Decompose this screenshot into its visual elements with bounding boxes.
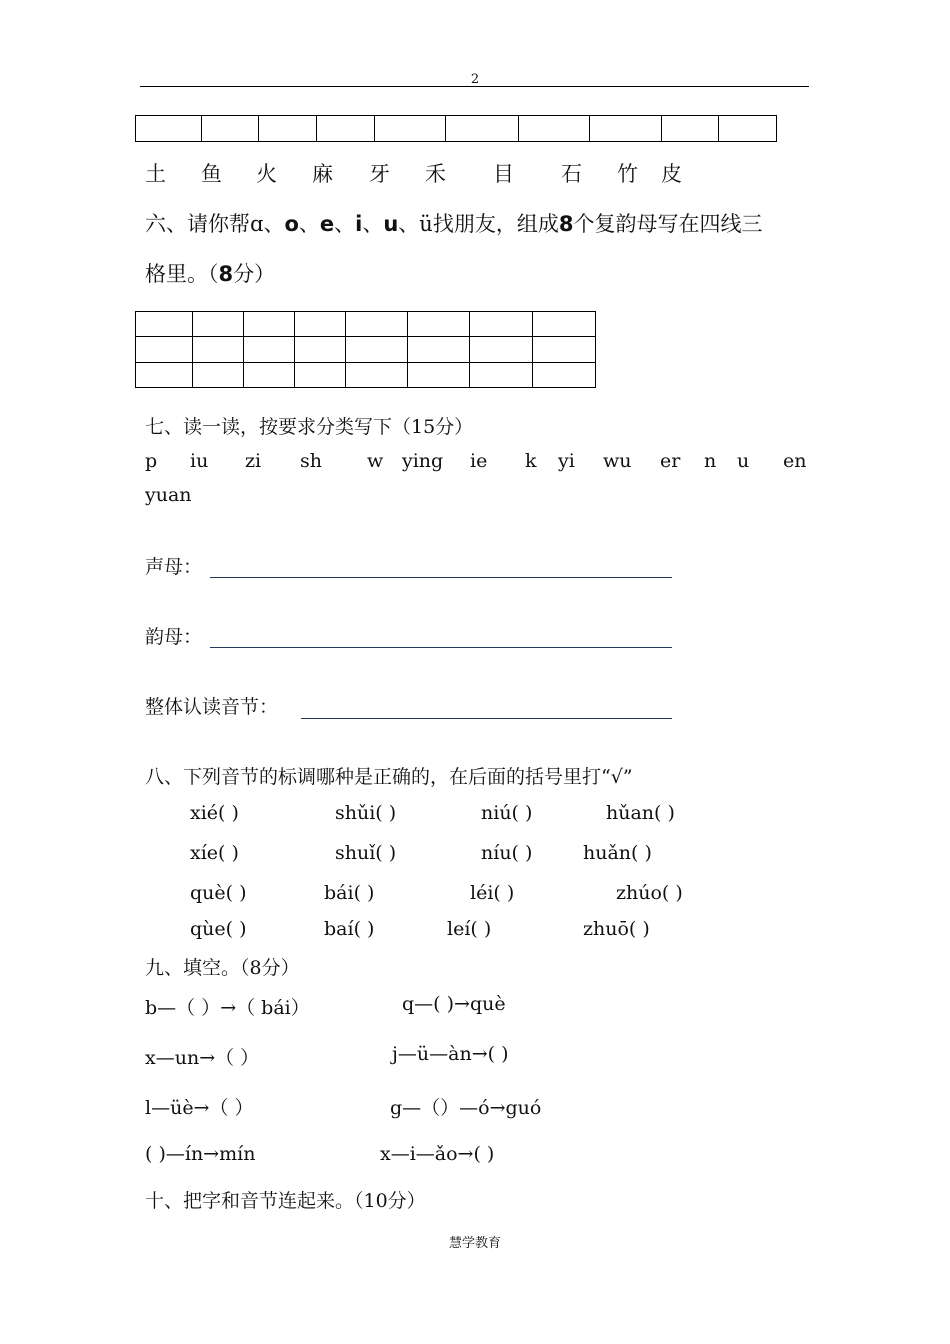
fill-item[interactable]: j—ü—àn→( ) (392, 1043, 509, 1065)
grid-cell[interactable] (136, 362, 193, 387)
char-item: 皮 (661, 162, 682, 186)
grid-cell[interactable] (533, 362, 596, 387)
grid-cell[interactable] (295, 337, 346, 362)
syllable: p (145, 450, 158, 472)
grid-cell[interactable] (136, 337, 193, 362)
grid-cell[interactable] (446, 116, 519, 142)
grid-cell[interactable] (533, 312, 596, 337)
grid-cell[interactable] (295, 312, 346, 337)
label-yunmu: 韵母： (145, 626, 203, 648)
grid-cell[interactable] (346, 337, 408, 362)
grid-cell[interactable] (408, 337, 470, 362)
separator: 、 (263, 212, 285, 236)
q8-title: 八、下列音节的标调哪种是正确的，在后面的括号里打“√” (145, 766, 633, 788)
grid-cell[interactable] (470, 337, 533, 362)
grid-cell[interactable] (136, 312, 193, 337)
tone-option[interactable]: niú( ) (481, 802, 533, 824)
q9-title: 九、填空。（8分） (145, 957, 300, 979)
fill-item[interactable]: x—un→（ ） (145, 1047, 260, 1069)
tone-option[interactable]: huǎn( ) (583, 842, 652, 864)
grid-cell[interactable] (193, 337, 244, 362)
vowel-i: i (355, 212, 363, 236)
tone-option[interactable]: baí( ) (324, 918, 375, 940)
syllable: u (737, 450, 750, 472)
grid-cell[interactable] (408, 362, 470, 387)
header-rule (140, 86, 809, 87)
char-item: 牙 (369, 162, 390, 186)
separator: 、 (362, 212, 384, 236)
tone-option[interactable]: shuǐ( ) (335, 842, 397, 864)
q10-title: 十、把字和音节连起来。（10分） (145, 1190, 426, 1212)
tone-option[interactable]: shǔi( ) (335, 802, 397, 824)
fill-item[interactable]: x—i—ǎo→( ) (380, 1143, 495, 1165)
four-line-grid (135, 311, 596, 388)
tone-option[interactable]: leí( ) (447, 918, 492, 940)
q6-line2 (145, 258, 275, 288)
fill-item[interactable]: b—（ ）→（ bái） (145, 997, 310, 1019)
tone-option[interactable]: zhúo( ) (616, 882, 683, 904)
grid-cell[interactable] (408, 312, 470, 337)
grid-cell[interactable] (244, 312, 295, 337)
q6-text: 格里。（ (145, 262, 219, 286)
char-item: 火 (256, 162, 277, 186)
grid-cell[interactable] (259, 116, 317, 142)
vowel-u: u (383, 212, 399, 236)
grid-cell[interactable] (470, 312, 533, 337)
q6-text: 六、请你帮 (145, 212, 250, 236)
fill-item[interactable]: ( )—ín→mín (145, 1143, 256, 1165)
vowel-u-umlaut: ü (419, 212, 433, 236)
q7-title: 七、读一读，按要求分类写下（15分） (145, 416, 474, 438)
grid-cell[interactable] (661, 116, 719, 142)
count: 8 (558, 212, 574, 236)
grid-cell[interactable] (295, 362, 346, 387)
answer-line-zhengti[interactable] (301, 718, 672, 719)
vowel-o: o (284, 212, 299, 236)
char-item: 目 (493, 162, 514, 186)
char-item: 鱼 (201, 162, 222, 186)
grid-cell[interactable] (346, 362, 408, 387)
grid-cell[interactable] (719, 116, 777, 142)
fill-item[interactable]: l—üè→（ ） (145, 1097, 254, 1119)
grid-cell[interactable] (470, 362, 533, 387)
tone-option[interactable]: qùe( ) (190, 918, 247, 940)
fill-item[interactable]: q—( )→què (402, 993, 506, 1015)
grid-cell[interactable] (201, 116, 259, 142)
tone-option[interactable]: hǔan( ) (606, 802, 675, 824)
syllable: en (783, 450, 807, 472)
grid-cell[interactable] (518, 116, 590, 142)
answer-line-shengmu[interactable] (210, 577, 672, 578)
tone-option[interactable]: níu( ) (481, 842, 533, 864)
grid-cell[interactable] (193, 362, 244, 387)
grid-cell[interactable] (316, 116, 374, 142)
separator: 、 (398, 212, 420, 236)
grid-cell[interactable] (533, 337, 596, 362)
syllable: iu (190, 450, 209, 472)
char-answer-grid (135, 115, 777, 142)
syllable: ie (470, 450, 488, 472)
label-shengmu: 声母： (145, 556, 203, 578)
grid-cell[interactable] (193, 312, 244, 337)
separator: 、 (298, 212, 320, 236)
tone-option[interactable]: què( ) (190, 882, 247, 904)
char-item: 麻 (312, 162, 333, 186)
tone-option[interactable]: bái( ) (324, 882, 375, 904)
grid-cell[interactable] (374, 116, 446, 142)
answer-line-yunmu[interactable] (210, 647, 672, 648)
q6-line1 (145, 208, 762, 238)
char-item: 土 (145, 162, 166, 186)
syllable: sh (300, 450, 322, 472)
vowel-e: e (319, 212, 335, 236)
tone-option[interactable]: xíe( ) (190, 842, 239, 864)
q6-text: 个复韵母写在四线三 (573, 212, 763, 236)
syllable: n (704, 450, 717, 472)
syllable: wu (603, 450, 632, 472)
tone-option[interactable]: xié( ) (190, 802, 239, 824)
char-item: 石 (561, 162, 582, 186)
grid-cell[interactable] (590, 116, 662, 142)
grid-cell[interactable] (244, 362, 295, 387)
syllable: w (367, 450, 384, 472)
grid-cell[interactable] (244, 337, 295, 362)
footer-brand: 慧学教育 (448, 1236, 501, 1251)
fill-item[interactable]: g—（）—ó→guó (390, 1097, 542, 1119)
label-zhengti: 整体认读音节： (145, 696, 279, 718)
syllable: yuan (145, 484, 192, 506)
tone-option[interactable]: zhuō( ) (583, 918, 650, 940)
q6-score: 8 (218, 262, 234, 286)
syllable: yi (558, 450, 575, 472)
syllable: er (660, 450, 681, 472)
syllable: ying (402, 450, 444, 472)
tone-option[interactable]: léi( ) (470, 882, 515, 904)
q6-text: 分） (233, 262, 276, 286)
vowel-a: ɑ (250, 212, 264, 236)
page-number: 2 (470, 72, 480, 87)
syllable: zi (245, 450, 262, 472)
separator: 、 (334, 212, 356, 236)
char-item: 禾 (425, 162, 446, 186)
grid-cell[interactable] (136, 116, 202, 142)
grid-cell[interactable] (346, 312, 408, 337)
q6-text: 找朋友，组成 (432, 212, 559, 236)
syllable: k (525, 450, 537, 472)
char-item: 竹 (617, 162, 638, 186)
